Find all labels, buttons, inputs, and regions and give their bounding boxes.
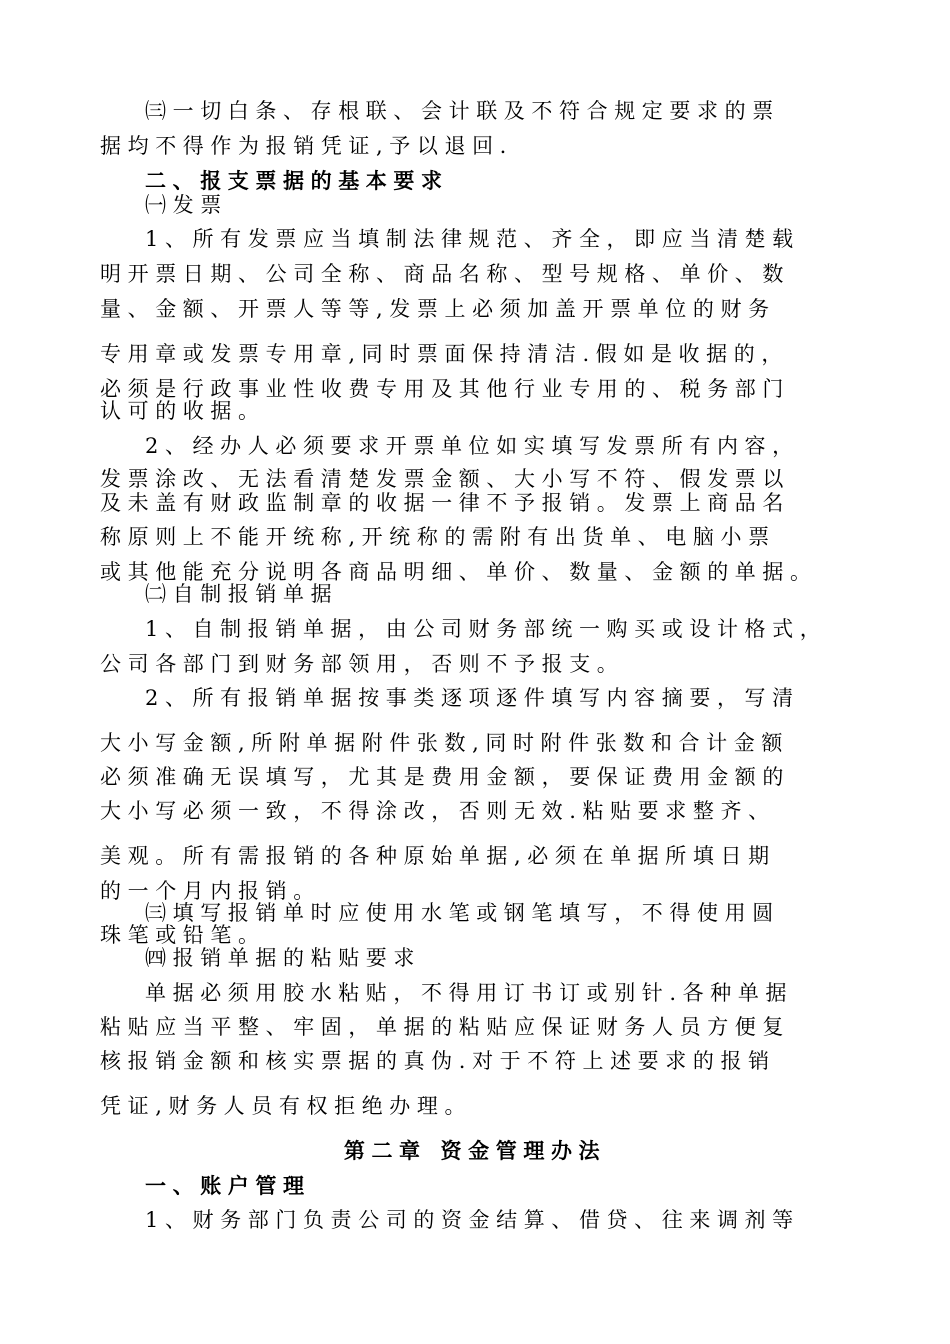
text-line: 1、所有发票应当填制法律规范、齐全，即应当清楚载 bbox=[145, 227, 800, 251]
text-line: 及未盖有财政监制章的收据一律不予报销。发票上商品名 bbox=[100, 491, 790, 515]
text-line: 1、财务部门负责公司的资金结算、借贷、往来调剂等 bbox=[145, 1208, 800, 1232]
text-line: 珠笔或铅笔。 bbox=[100, 923, 266, 947]
text-line: 粘贴应当平整、牢固，单据的粘贴应保证财务人员方便复 bbox=[100, 1015, 790, 1039]
text-line: 核报销金额和核实票据的真伪.对于不符上述要求的报销 bbox=[100, 1049, 776, 1073]
text-line: 或其他能充分说明各商品明细、单价、数量、金额的单据。 bbox=[100, 560, 818, 584]
text-line: 大小写必须一致，不得涂改，否则无效.粘贴要求整齐、 bbox=[100, 799, 776, 823]
text-line: 单据必须用胶水粘贴，不得用订书订或别针.各种单据 bbox=[145, 981, 794, 1005]
text-line: 认可的收据。 bbox=[100, 399, 266, 423]
text-line: ㈡自制报销单据 bbox=[145, 582, 339, 606]
text-line: 2、所有报销单据按事类逐项逐件填写内容摘要，写清 bbox=[145, 686, 800, 710]
text-line: 明开票日期、公司全称、商品名称、型号规格、单价、数 bbox=[100, 262, 790, 286]
text-line: 公司各部门到财务部领用，否则不予报支。 bbox=[100, 652, 625, 676]
text-line: 2、经办人必须要求开票单位如实填写发票所有内容， bbox=[145, 434, 800, 458]
text-line: 的一个月内报销。 bbox=[100, 879, 321, 903]
text-line: ㈢一切白条、存根联、会计联及不符合规定要求的票 bbox=[145, 99, 780, 123]
text-line: 必须准确无误填写，尤其是费用金额，要保证费用金额的 bbox=[100, 765, 790, 789]
text-line: 第二章 资金管理办法 bbox=[343, 1138, 607, 1163]
text-line: 凭证,财务人员有权拒绝办理。 bbox=[100, 1094, 473, 1118]
text-line: 专用章或发票专用章,同时票面保持清洁.假如是收据的， bbox=[100, 342, 789, 366]
text-line: 一、账户管理 bbox=[145, 1173, 311, 1198]
text-line: 称原则上不能开统称,开统称的需附有出货单、电脑小票 bbox=[100, 525, 776, 549]
text-line: 大小写金额,所附单据附件张数,同时附件张数和合计金额 bbox=[100, 731, 789, 755]
text-line: ㈢填写报销单时应使用水笔或钢笔填写，不得使用圆 bbox=[145, 901, 780, 925]
text-line: 1、自制报销单据，由公司财务部统一购买或设计格式， bbox=[145, 617, 828, 641]
text-line: ㈣报销单据的粘贴要求 bbox=[145, 946, 421, 970]
text-line: ㈠发票 bbox=[145, 193, 228, 217]
text-line: 量、金额、开票人等等,发票上必须加盖开票单位的财务 bbox=[100, 297, 776, 321]
text-line: 发票涂改、无法看清楚发票金额、大小写不符、假发票以 bbox=[100, 467, 790, 491]
text-line: 美观。所有需报销的各种原始单据,必须在单据所填日期 bbox=[100, 844, 776, 868]
text-line: 据均不得作为报销凭证,予以退回. bbox=[100, 134, 513, 158]
text-line: 必须是行政事业性收费专用及其他行业专用的、税务部门 bbox=[100, 377, 790, 401]
text-line: 二、报支票据的基本要求 bbox=[145, 168, 449, 193]
